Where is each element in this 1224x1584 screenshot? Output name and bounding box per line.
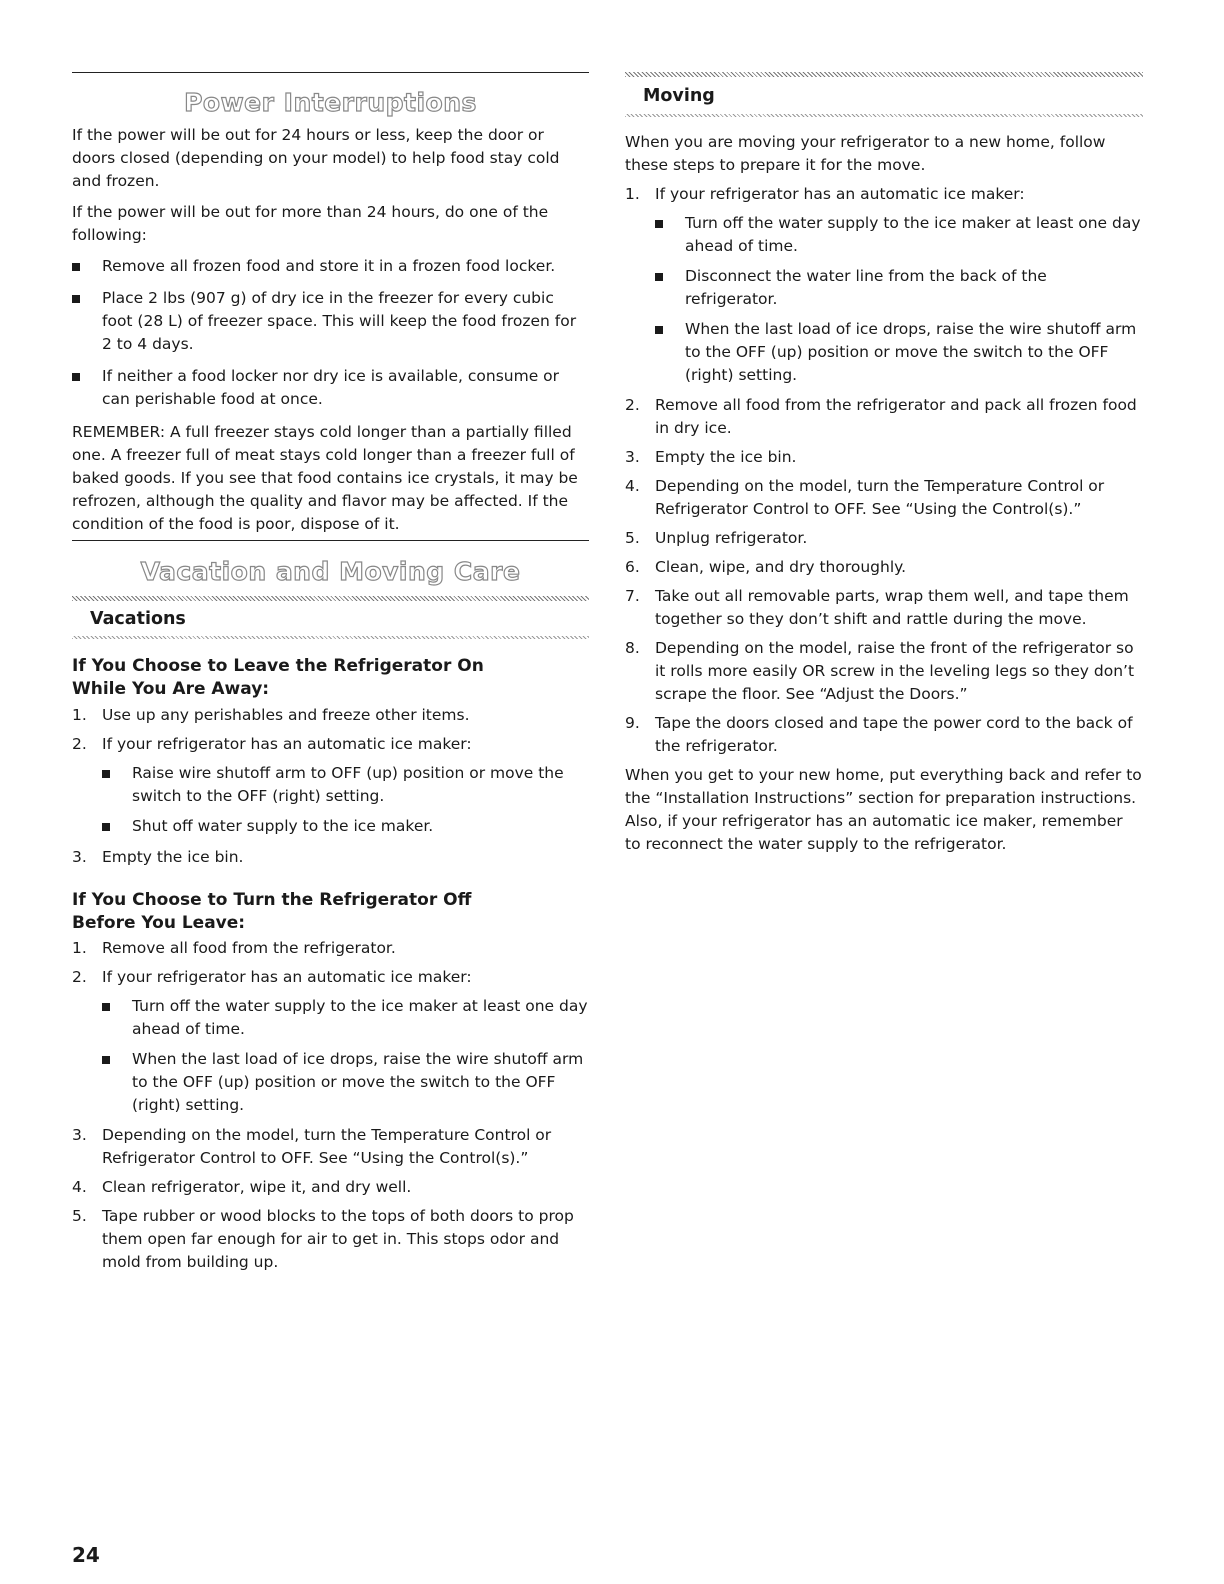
section-divider bbox=[72, 72, 589, 73]
list-item: Turn off the water supply to the ice maker at least one day ahead of time. bbox=[72, 995, 589, 1041]
bullet-icon bbox=[655, 220, 663, 228]
section-divider bbox=[72, 540, 589, 541]
list-item: 2. If your refrigerator has an automatic ice maker: bbox=[72, 735, 472, 753]
power-interruptions-body bbox=[72, 124, 589, 536]
bullet-icon bbox=[72, 295, 80, 303]
list-item: Shut off water supply to the ice maker. bbox=[72, 815, 589, 838]
vacations-subtitle: Vacations bbox=[90, 609, 186, 629]
moving-body bbox=[625, 131, 1143, 856]
list-item: 9. Tape the doors closed and tape the power cord to the back of the refrigerator. bbox=[625, 714, 1133, 755]
list-item: Raise wire shutoff arm to OFF (up) position or move the switch to the OFF (right) setting. bbox=[72, 762, 589, 808]
bullet-icon bbox=[102, 823, 110, 831]
hatch-rule bbox=[72, 596, 589, 601]
paragraph: If the power will be out for more than 24 hours, do one of the following: bbox=[72, 203, 549, 244]
power-interruptions-title: Power Interruptions bbox=[184, 88, 477, 117]
list-item: Remove all frozen food and store it in a frozen food locker. bbox=[72, 255, 589, 278]
vacation-moving-title: Vacation and Moving Care bbox=[140, 557, 521, 586]
list-item: 1. Remove all food from the refrigerator. bbox=[72, 939, 396, 957]
remember-note: REMEMBER: A full freezer stays cold longer than a partially filled one. A freezer full of meat stays cold longer than a freezer full of baked goods. If you see that food contains ice crystals, it may be refrozen, although the quality and flavor may be affected. If the condition of the food is poor, dispose of it. bbox=[72, 423, 578, 533]
paragraph: When you are moving your refrigerator to a new home, follow these steps to prepare it for the move. bbox=[625, 133, 1106, 174]
list-item: 3. Empty the ice bin. bbox=[625, 448, 797, 466]
bullet-icon bbox=[72, 373, 80, 381]
bullet-icon bbox=[655, 326, 663, 334]
bullet-icon bbox=[102, 1003, 110, 1011]
paragraph: If the power will be out for 24 hours or less, keep the door or doors closed (depending on your model) to help food stay cold and frozen. bbox=[72, 126, 560, 190]
list-item: 3. Depending on the model, turn the Temperature Control or Refrigerator Control to OFF. See “Using the Control(s).” bbox=[72, 1126, 552, 1167]
paragraph: When you get to your new home, put everything back and refer to the “Installation Instructions” section for preparation instructions. Also, if your refrigerator has an automatic ice maker, remember to reconnect the water supply to the refrigerator. bbox=[625, 766, 1142, 853]
hatch-rule bbox=[625, 114, 1143, 117]
list-item: When the last load of ice drops, raise the wire shutoff arm to the OFF (up) position or move the switch to the OFF (right) setting. bbox=[72, 1048, 589, 1117]
list-item: 3. Empty the ice bin. bbox=[72, 848, 244, 866]
list-item: 7. Take out all removable parts, wrap them well, and tape them together so they don’t shift and rattle during the move. bbox=[625, 587, 1129, 628]
moving-subtitle: Moving bbox=[643, 86, 715, 106]
hatch-rule bbox=[72, 636, 589, 639]
list-item: 2. Remove all food from the refrigerator and pack all frozen food in dry ice. bbox=[625, 396, 1137, 437]
list-item: 1. If your refrigerator has an automatic ice maker: bbox=[625, 185, 1025, 203]
turn-off-steps bbox=[72, 937, 589, 1274]
list-item: 4. Clean refrigerator, wipe it, and dry well. bbox=[72, 1178, 412, 1196]
bullet-icon bbox=[655, 273, 663, 281]
leave-on-heading: If You Choose to Leave the Refrigerator On While You Are Away: bbox=[72, 656, 484, 699]
list-item: When the last load of ice drops, raise the wire shutoff arm to the OFF (up) position or move the switch to the OFF (right) setting. bbox=[625, 318, 1143, 387]
bullet-icon bbox=[102, 1056, 110, 1064]
list-item: 4. Depending on the model, turn the Temperature Control or Refrigerator Control to OFF. See “Using the Control(s).” bbox=[625, 477, 1105, 518]
bullet-icon bbox=[102, 770, 110, 778]
list-item: 8. Depending on the model, raise the front of the refrigerator so it rolls more easily OR screw in the leveling legs so they don’t scrape the floor. See “Adjust the Doors.” bbox=[625, 639, 1135, 703]
leave-on-steps bbox=[72, 704, 589, 869]
hatch-rule bbox=[625, 72, 1143, 77]
page-number: 24 bbox=[72, 1543, 100, 1567]
turn-off-heading: If You Choose to Turn the Refrigerator Off Before You Leave: bbox=[72, 890, 472, 933]
list-item: 1. Use up any perishables and freeze other items. bbox=[72, 706, 470, 724]
bullet-icon bbox=[72, 263, 80, 271]
list-item: Turn off the water supply to the ice maker at least one day ahead of time. bbox=[625, 212, 1143, 258]
list-item: 5. Unplug refrigerator. bbox=[625, 529, 808, 547]
list-item: 2. If your refrigerator has an automatic ice maker: bbox=[72, 968, 472, 986]
list-item: If neither a food locker nor dry ice is available, consume or can perishable food at once. bbox=[72, 365, 589, 411]
list-item: Disconnect the water line from the back of the refrigerator. bbox=[625, 265, 1143, 311]
list-item: 5. Tape rubber or wood blocks to the tops of both doors to prop them open far enough for air to get in. This stops odor and mold from building up. bbox=[72, 1207, 574, 1271]
list-item: Place 2 lbs (907 g) of dry ice in the freezer for every cubic foot (28 L) of freezer space. This will keep the food frozen for 2 to 4 days. bbox=[72, 287, 589, 356]
list-item: 6. Clean, wipe, and dry thoroughly. bbox=[625, 558, 907, 576]
